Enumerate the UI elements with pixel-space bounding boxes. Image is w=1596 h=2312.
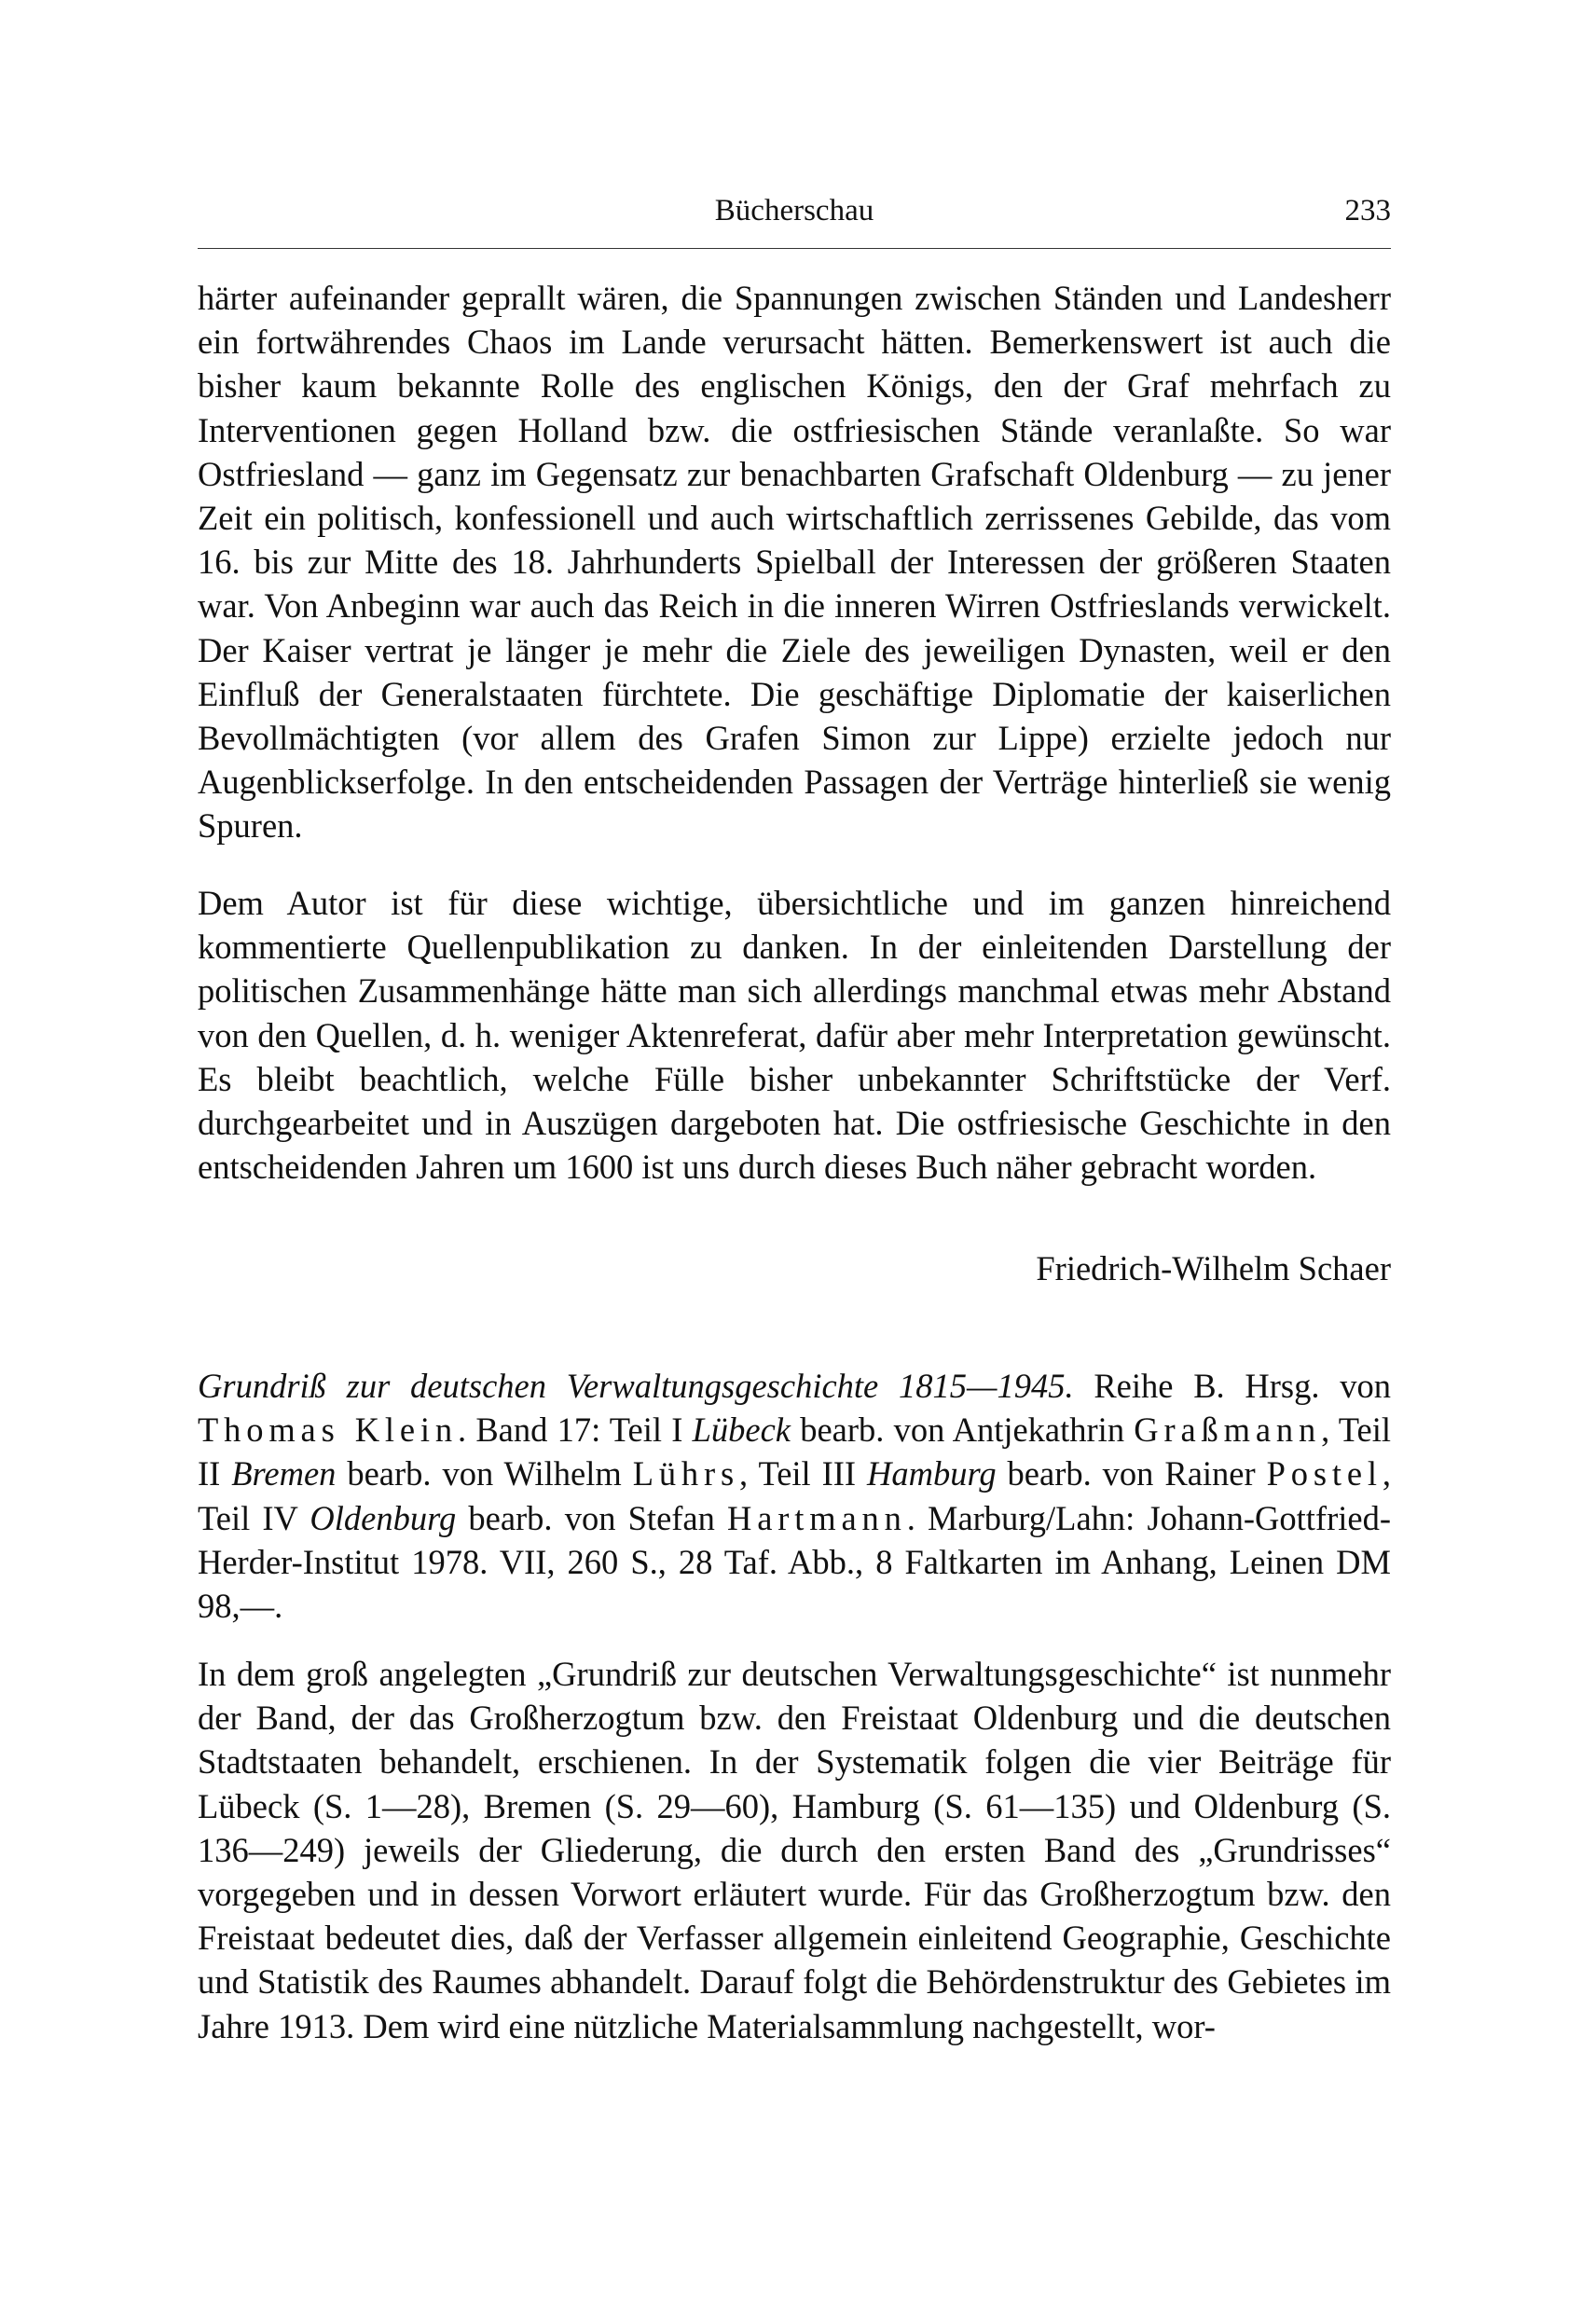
page-number: 233 (1344, 194, 1391, 227)
part-title: Lübeck (692, 1411, 791, 1450)
header-rule (198, 248, 1391, 249)
part-title: Bremen (231, 1454, 337, 1493)
author-name: Postel (1266, 1454, 1383, 1493)
citation-text: bearb. von Antjekathrin (791, 1411, 1135, 1450)
citation-text: , Teil III (739, 1454, 868, 1493)
book-title: Grundriß zur deutschen Verwaltungsgeschichte 1815—1945. (198, 1367, 1074, 1405)
citation-text: , Teil IV (198, 1454, 1391, 1537)
review-conclusion (198, 881, 1391, 1189)
body-paragraph: härter aufeinander geprallt wären, die Spannungen zwischen Ständen und Landesherr ein fortwährendes Chaos im Lande verursacht hätten. Bemerkenswert ist auch die bisher kaum bekannte Rolle des englischen Königs, den der Graf mehrfach zu Interventionen gegen Holland bzw. die ostfriesischen Stände veranlaßte. So war Ostfriesland — ganz im Gegensatz zur benachbarten Grafschaft Oldenburg — zu jener Zeit ein politisch, konfessionell und auch wirtschaftlich zerrissenes Gebilde, das vom 16. bis zur Mitte des 18. Jahrhunderts Spielball der Interessen der größeren Staaten war. Von Anbeginn war auch das Reich in die inneren Wirren Ostfrieslands verwickelt. Der Kaiser vertrat je länger je mehr die Ziele des jeweiligen Dynasten, weil er den Einfluß der Generalstaaten fürchtete. Die geschäftige Diplomatie der kaiserlichen Bevollmächtigten (vor allem des Grafen Simon zur Lippe) erzielte jedoch nur Augenblickserfolge. In den entscheidenden Passagen der Verträge hinterließ sie wenig Spuren. (198, 279, 1391, 846)
author-name: Hartmann (727, 1498, 907, 1537)
running-title: Bücherschau (714, 194, 874, 227)
page-header (198, 190, 1391, 237)
citation-text: bearb. von Stefan (456, 1498, 728, 1537)
body-paragraph: In dem groß angelegten „Grundriß zur deutschen Verwaltungsgeschichte“ ist nunmehr der Band, der das Großherzogtum bzw. den Freistaat Oldenburg und die deutschen Stadtstaaten behandelt, erschienen. In der Systematik folgen die vier Beiträge für Lübeck (S. 1—28), Bremen (S. 29—60), Hamburg (S. 61—135) und Oldenburg (S. 136—249) jeweils der Gliederung, die durch den ersten Band des „Grundrisses“ vorgegeben und in dessen Vorwort erläutert wurde. Für das Großherzogtum bzw. den Freistaat bedeutet dies, daß der Verfasser allgemein einleitend Geographie, Geschichte und Statistik des Raumes abhandelt. Darauf folgt die Behördenstruktur des Gebietes im Jahre 1913. Dem wird eine nützliche Materialsammlung nachgestellt, wor- (198, 1655, 1391, 2045)
reviewer-signature: Friedrich-Wilhelm Schaer (1036, 1249, 1391, 1287)
body-paragraph: Dem Autor ist für diese wichtige, übersichtliche und im ganzen hinreichend kommentierte Quellenpublikation zu danken. In der einleitenden Darstellung der politischen Zusammenhänge hätte man sich allerdings manchmal etwas mehr Abstand von den Quellen, d. h. weniger Aktenreferat, dafür aber mehr Interpretation gewünscht. Es bleibt beachtlich, welche Fülle bisher unbekannter Schriftstücke der Verf. durchgearbeitet und in Auszügen dargeboten hat. Die ostfriesische Geschichte in den entscheidenden Jahren um 1600 ist uns durch dieses Buch näher gebracht worden. (198, 884, 1391, 1187)
citation-text: , Teil II (198, 1411, 1391, 1493)
review-body (198, 1652, 1391, 2048)
book-citation (198, 1364, 1391, 1628)
editor-name: Thomas Klein (198, 1411, 458, 1450)
part-title: Oldenburg (310, 1498, 457, 1537)
citation-text: bearb. von Rainer (996, 1454, 1267, 1493)
author-name: Lührs (632, 1454, 740, 1493)
part-title: Hamburg (867, 1454, 997, 1493)
author-name: Graßmann (1134, 1411, 1322, 1450)
citation-line (198, 1364, 1391, 1628)
citation-text: . Band 17: Teil I (457, 1411, 693, 1450)
citation-text: Reihe B. Hrsg. von (1073, 1367, 1391, 1405)
review-continuation (198, 276, 1391, 848)
citation-text: . Marburg/Lahn: Johann-Gottfried-Herder-Institut 1978. VII, 260 S., 28 Taf. Abb., 8 Faltkarten im Anhang, Leinen DM 98,—. (198, 1498, 1391, 1626)
citation-text: bearb. von Wilhelm (336, 1454, 633, 1493)
